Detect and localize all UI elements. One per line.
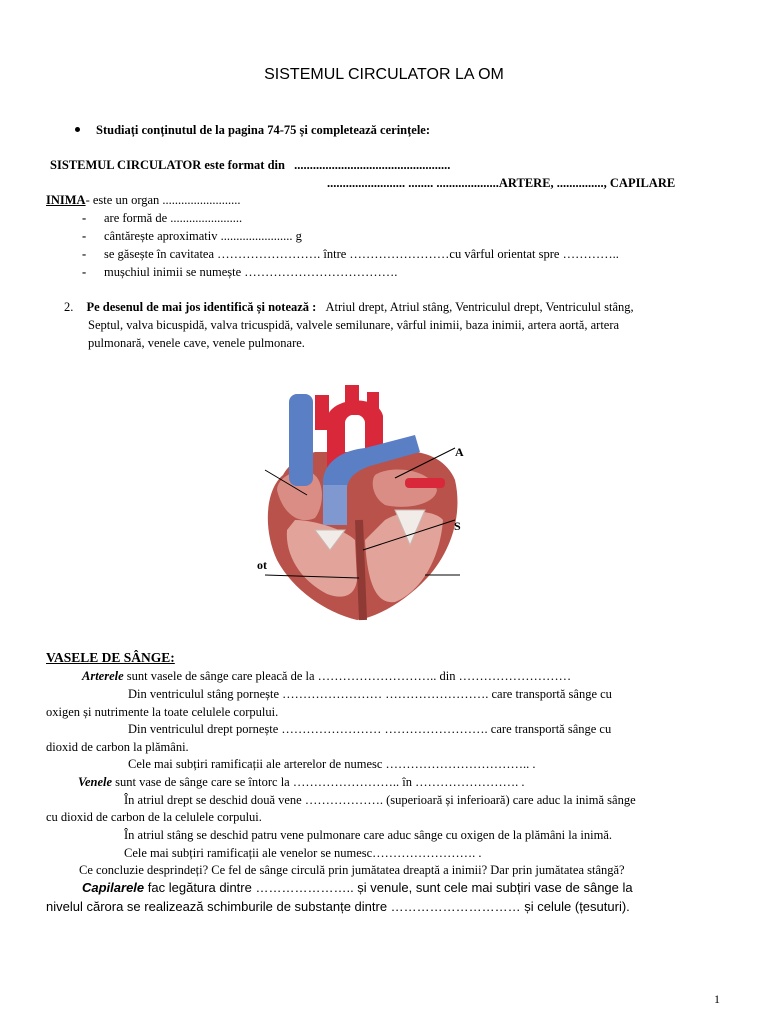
bullet-icon [75,127,80,132]
heart-item [82,246,619,263]
venele-line [78,774,524,791]
atriu-stang: În atriul stâng se deschid patru vene pulmonare care aduc sânge cu oxigen de la plămâni la inimă. [124,828,613,842]
cap-line-2: nivelul cărora se realizează schimburile de substanțe dintre ………………………… și celule (țesuturi). [46,899,630,914]
drept-line-2: dioxid de carbon la plămâni. [46,740,189,754]
conclusion: Ce concluzie desprindeți? Ce fel de sânge circulă prin jumătatea dreaptă a inimii? Dar prin jumătatea stângă? [79,863,625,877]
diagram-label-s: S [454,519,461,533]
heart-item-text: cântărește aproximativ ....................... g [104,229,302,243]
stang-line-1: Din ventriculul stâng pornește …………………… ……………………. care transportă sânge cu [128,687,612,701]
task-label: Pe desenul de mai jos identifică și notează : [86,300,317,314]
instruction-bullet [75,122,430,139]
dash-icon: - [82,211,87,225]
heart-label: INIMA [46,193,86,207]
page-number: 1 [714,992,720,1006]
aorta-branch [315,395,329,430]
vessels-heading [46,650,175,666]
vena-cava [289,394,313,486]
cap-line-1: fac legătura dintre ………………….. și venule, sunt cele mai subțiri vase de sânge la [147,880,633,895]
aorta-branch [345,385,359,415]
atriu-drept-line-1: În atriul drept se deschid două vene ………………. (superioară și inferioară) care aduc la inimă sânge [124,793,636,807]
heart-item-text: mușchiul inimii se numește ………………………………. [104,265,398,279]
heart-item [82,210,242,227]
stang-line-2: oxigen și nutrimente la toate celulele corpului. [46,705,279,719]
task-line-3: pulmonară, venele cave, venele pulmonare. [88,336,305,350]
vessels-heading-text: VASELE DE SÂNGE: [46,650,175,665]
system-line-1 [50,157,450,174]
heart-intro-text: - este un organ ......................... [85,193,241,207]
dash-icon: - [82,229,87,243]
heart-diagram [255,380,465,625]
heart-item [82,264,397,281]
art-ram: Cele mai subțiri ramificații ale arterelor de numesc …………………………….. . [128,757,536,771]
heart-intro [46,192,241,209]
task-line-1: Atriul drept, Atriul stâng, Ventriculul drept, Ventriculul stâng, [325,300,634,314]
task-2 [64,299,634,316]
diagram-label-ot: ot [257,558,267,572]
system-label: SISTEMUL CIRCULATOR este format din [50,158,285,172]
heart-item-text: se găsește în cavitatea ……………………. între ……………………cu vârful orientat spre ………….. [104,247,619,261]
atriu-drept-line-2: cu dioxid de carbon de la celulele corpului. [46,810,262,824]
pulmonary-trunk [323,485,347,525]
capilarele-term: Capilarele [82,880,145,895]
venele-term: Venele [78,775,113,789]
dash-icon: - [82,247,87,261]
system-line-2 [327,175,675,192]
septum [359,520,363,620]
aorta-branch [367,392,379,420]
system-blank-2: ......................... ........ ....................ARTERE, ..............., CAPILARE [327,176,676,190]
instruction-text: Studiați conținutul de la pagina 74-75 și completează cerințele: [96,123,431,137]
system-blank-1: .................................................. [294,158,451,172]
arterele-term: Arterele [82,669,124,683]
ven-ram: Cele mai subțiri ramificații ale venelor se numesc……………………. . [124,846,482,860]
arterele-line [82,668,571,685]
task-line-2: Septul, valva bicuspidă, valva tricuspidă, valvele semilunare, vârful inimii, baza inimii, artera aortă, artera [88,318,620,332]
dash-icon: - [82,265,87,279]
page-title: SISTEMUL CIRCULATOR LA OM [264,66,504,83]
heart-item [82,228,302,245]
task-number: 2. [64,300,74,314]
diagram-label-a: A [455,445,464,459]
capilarele-line-1 [82,879,633,896]
pulmonary-vein [405,478,445,488]
arterele-text: sunt vasele de sânge care pleacă de la ……………………….. din ……………………… [126,669,572,683]
drept-line-1: Din ventriculul drept pornește …………………… ……………………. care transportă sânge cu [128,722,612,736]
heart-item-text: are formă de ....................... [104,211,243,225]
venele-text: sunt vase de sânge care se întorc la …………………….. în ……………………. . [115,775,525,789]
